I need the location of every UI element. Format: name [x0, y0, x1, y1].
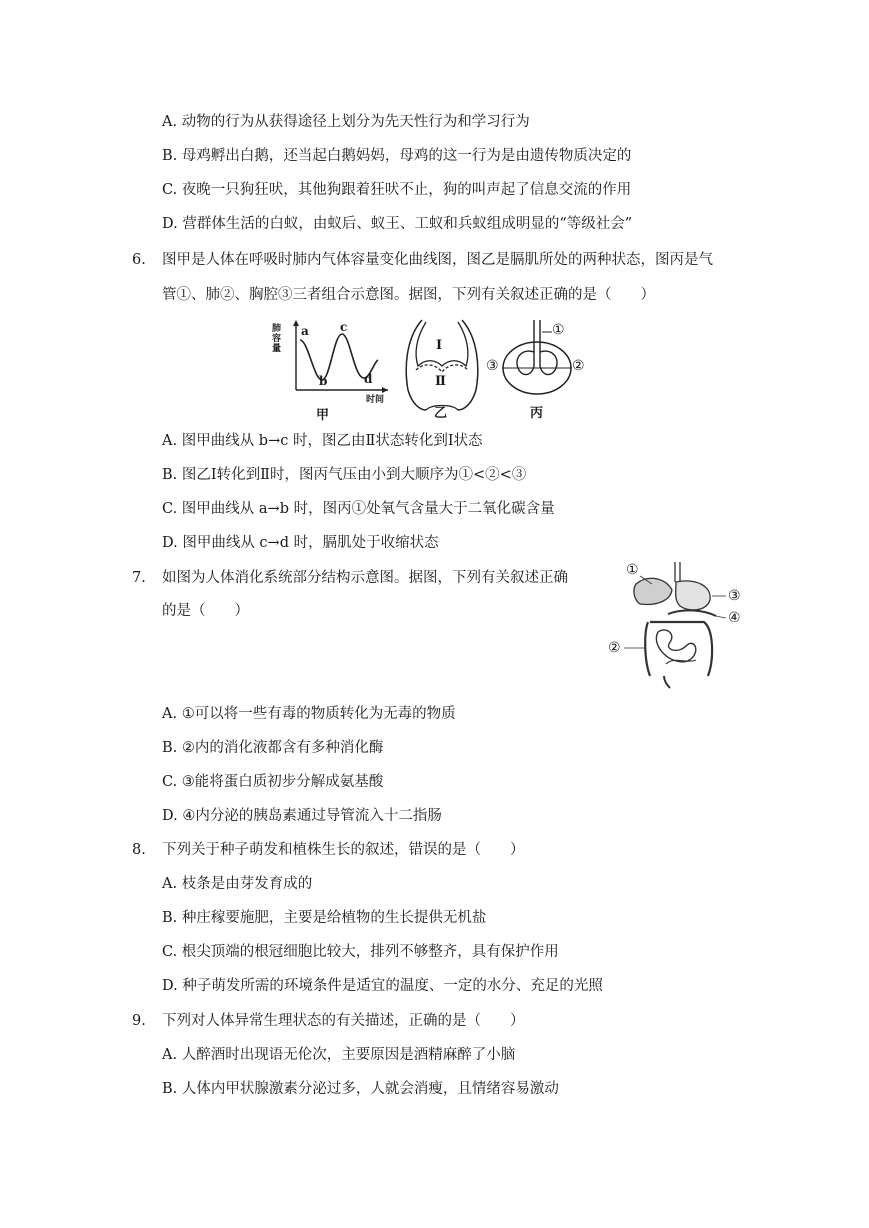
q7-stem-line1: 如图为人体消化系统部分结构示意图。据图，下列有关叙述正确 — [162, 570, 568, 586]
q6-number: 6. — [132, 252, 146, 268]
q6-figure-yi — [402, 318, 482, 422]
q8-option-a: A. 枝条是由芽发育成的 — [162, 876, 313, 892]
q8-stem: 下列关于种子萌发和植株生长的叙述，错误的是（ ） — [162, 842, 525, 858]
pancreas-label: ④ — [728, 610, 741, 626]
point-c-label: c — [340, 320, 348, 334]
q9-number: 9. — [132, 1013, 146, 1029]
y-axis-label: 肺容量 — [272, 324, 282, 354]
q5-option-d: D. 营群体生活的白蚁，由蚁后、蚁王、工蚁和兵蚁组成明显的“等级社会” — [162, 216, 633, 232]
q9-option-b: B. 人体内甲状腺激素分泌过多，人就会消瘦，且情绪容易激动 — [162, 1081, 559, 1097]
q7-option-a: A. ①可以将一些有毒的物质转化为无毒的物质 — [162, 706, 456, 722]
thorax-label: ③ — [486, 358, 499, 374]
trachea-label: ① — [552, 322, 565, 338]
lung-label: ② — [572, 358, 585, 374]
q6-option-b: B. 图乙Ⅰ转化到Ⅱ时，图丙气压由小到大顺序为①<②<③ — [162, 467, 527, 483]
q6-stem-line2: 管①、肺②、胸腔③三者组合示意图。据图，下列有关叙述正确的是（ ） — [162, 287, 655, 303]
point-a-label: a — [301, 324, 309, 338]
q6-figure-bing — [482, 318, 592, 422]
point-d-label: d — [364, 372, 373, 386]
state-i-label: Ⅰ — [436, 338, 443, 353]
jia-label: 甲 — [316, 408, 330, 423]
yi-label: 乙 — [434, 406, 448, 421]
q8-number: 8. — [132, 842, 146, 858]
x-axis-label: 时间 — [366, 395, 385, 405]
q7-option-b: B. ②内的消化液都含有多种消化酶 — [162, 740, 384, 756]
q8-option-c: C. 根尖顶端的根冠细胞比较大，排列不够整齐，具有保护作用 — [162, 944, 559, 960]
q6-stem-line1: 图甲是人体在呼吸时肺内气体容量变化曲线图，图乙是膈肌所处的两种状态，图丙是气 — [162, 252, 713, 268]
stomach-label: ③ — [728, 588, 741, 604]
liver-label: ① — [626, 562, 639, 578]
q8-option-b: B. 种庄稼要施肥，主要是给植物的生长提供无机盐 — [162, 910, 487, 926]
q6-figure-jia — [270, 320, 390, 423]
q6-option-c: C. 图甲曲线从 a→b 时，图丙①处氧气含量大于二氧化碳含量 — [162, 501, 555, 517]
state-ii-label: Ⅱ — [435, 374, 446, 389]
q5-option-a: A. 动物的行为从获得途径上划分为先天性行为和学习行为 — [162, 114, 530, 130]
q5-option-c: C. 夜晚一只狗狂吠，其他狗跟着狂吠不止，狗的叫声起了信息交流的作用 — [162, 182, 632, 198]
q7-digestive-figure — [600, 560, 750, 690]
q7-stem-line2: 的是（ ） — [162, 603, 249, 619]
q7-option-c: C. ③能将蛋白质初步分解成氨基酸 — [162, 774, 384, 790]
q6-option-d: D. 图甲曲线从 c→d 时，膈肌处于收缩状态 — [162, 535, 439, 551]
bing-label: 丙 — [530, 406, 544, 421]
q5-option-b: B. 母鸡孵出白鹅，还当起白鹅妈妈，母鸡的这一行为是由遗传物质决定的 — [162, 148, 632, 164]
q8-option-d: D. 种子萌发所需的环境条件是适宜的温度、一定的水分、充足的光照 — [162, 978, 603, 994]
q6-option-a: A. 图甲曲线从 b→c 时，图乙由Ⅱ状态转化到Ⅰ状态 — [162, 433, 483, 449]
q7-number: 7. — [132, 570, 146, 586]
q7-option-d: D. ④内分泌的胰岛素通过导管流入十二指肠 — [162, 808, 442, 824]
point-b-label: b — [319, 374, 328, 388]
q9-option-a: A. 人醉酒时出现语无伦次，主要原因是酒精麻醉了小脑 — [162, 1047, 516, 1063]
q9-stem: 下列对人体异常生理状态的有关描述，正确的是（ ） — [162, 1013, 525, 1029]
small-intestine-label: ② — [608, 640, 621, 656]
